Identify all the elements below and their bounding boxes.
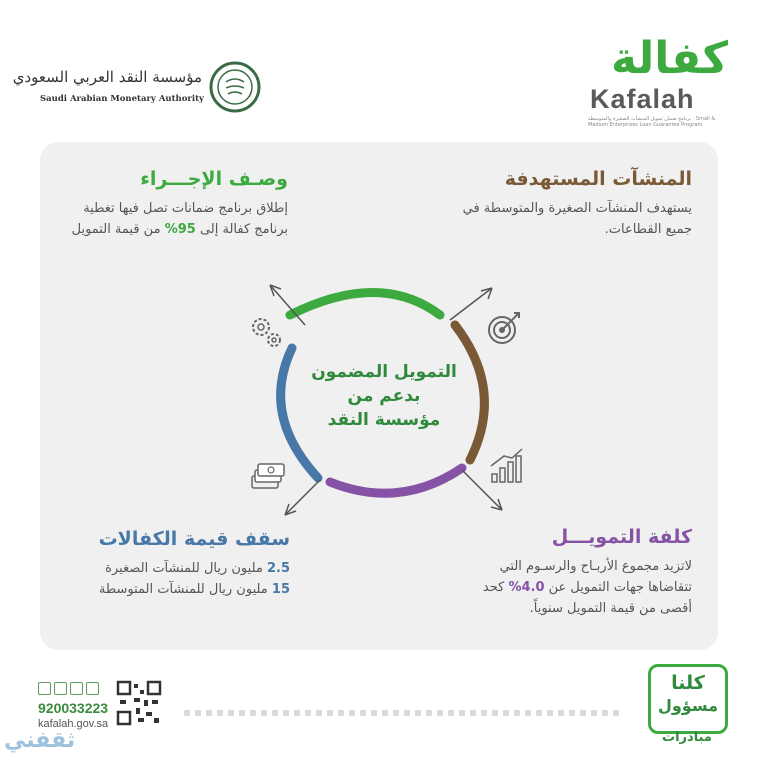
kulna-masool-badge bbox=[648, 664, 728, 734]
sama-emblem-icon bbox=[208, 60, 262, 114]
center-line-2: بدعم من bbox=[347, 386, 421, 406]
purple-arc bbox=[330, 468, 462, 493]
target-icon bbox=[484, 308, 524, 348]
cost-body-end: كحد أقصى من قيمة التمويل سنوياً. bbox=[482, 580, 692, 616]
dotted-divider bbox=[184, 710, 619, 716]
target-title: المنشآت المستهدفة bbox=[504, 168, 692, 190]
youtube-icon[interactable] bbox=[70, 682, 83, 695]
ceiling-small-value: 2.5 bbox=[266, 561, 290, 576]
cost-title: كلفة التمويـــل bbox=[551, 526, 692, 548]
gears-icon bbox=[246, 312, 286, 352]
section-procedure bbox=[58, 168, 288, 240]
facebook-icon[interactable] bbox=[54, 682, 67, 695]
kafalah-logo bbox=[588, 30, 728, 130]
target-body: يستهدف المنشآت الصغيرة والمتوسطة في جميع القطاعات. bbox=[462, 201, 692, 237]
procedure-body-text: إطلاق برنامج ضمانات تصل فيها تغطية برنامج كفالة إلى bbox=[83, 201, 288, 237]
social-icons bbox=[38, 682, 99, 695]
center-line-1: التمويل المضمون bbox=[311, 362, 457, 382]
section-target bbox=[440, 168, 692, 240]
twitter-icon[interactable] bbox=[38, 682, 51, 695]
phone-number[interactable]: 920033223 bbox=[38, 700, 109, 716]
growth-chart-icon bbox=[486, 446, 526, 486]
cost-body-text: لاتزيد مجموع الأربـاح والرسـوم التي تتقاضاها جهات التمويل عن bbox=[499, 559, 692, 595]
kafalah-logo-arabic: كفالة bbox=[611, 33, 728, 84]
watermark bbox=[4, 728, 75, 753]
kafalah-logo-english: Kafalah bbox=[590, 84, 695, 114]
badge-subtitle: مبادرات bbox=[662, 730, 712, 745]
watermark-text: ثقفني bbox=[4, 728, 76, 753]
ceiling-title: سقف قيمة الكفالات bbox=[98, 528, 290, 550]
ceiling-medium-text: مليون ريال للمنشآت المتوسطة bbox=[98, 582, 272, 597]
center-label bbox=[304, 360, 464, 432]
sama-logo bbox=[12, 60, 260, 120]
ceiling-line-2 bbox=[58, 579, 290, 600]
green-arc bbox=[290, 293, 440, 316]
section-cost bbox=[466, 526, 692, 619]
cost-percent: 4.0% bbox=[508, 580, 545, 595]
website-link[interactable]: kafalah.gov.sa bbox=[38, 718, 109, 730]
money-stack-icon bbox=[246, 456, 288, 496]
ceiling-small-text: مليون ريال للمنشآت الصغيرة bbox=[105, 561, 267, 576]
sama-name-arabic: مؤسسة النقد العربي السعودي bbox=[12, 68, 202, 86]
procedure-body-end: من قيمة التمويل bbox=[71, 222, 165, 237]
cost-body bbox=[466, 556, 692, 619]
procedure-title: وصـف الإجـــراء bbox=[140, 168, 288, 190]
qr-code-icon bbox=[116, 680, 162, 726]
center-line-3: مؤسسة النقد bbox=[327, 410, 441, 430]
sama-name-english: Saudi Arabian Monetary Authority bbox=[40, 94, 204, 104]
section-ceiling bbox=[58, 528, 290, 600]
ceiling-medium-value: 15 bbox=[271, 582, 290, 597]
badge-line-2: مسؤول bbox=[657, 696, 719, 715]
blue-arrow bbox=[285, 480, 320, 515]
procedure-body bbox=[58, 198, 288, 240]
procedure-percent: 95% bbox=[164, 222, 196, 237]
instagram-icon[interactable] bbox=[86, 682, 99, 695]
ceiling-line-1 bbox=[58, 558, 290, 579]
badge-line-1: كلنا bbox=[671, 672, 705, 694]
kafalah-tagline: برنامج ضمان تمويل المنشآت الصغيرة والمتوسطة · Small & Medium Enterprises Loan Guarantee Program bbox=[588, 116, 716, 128]
